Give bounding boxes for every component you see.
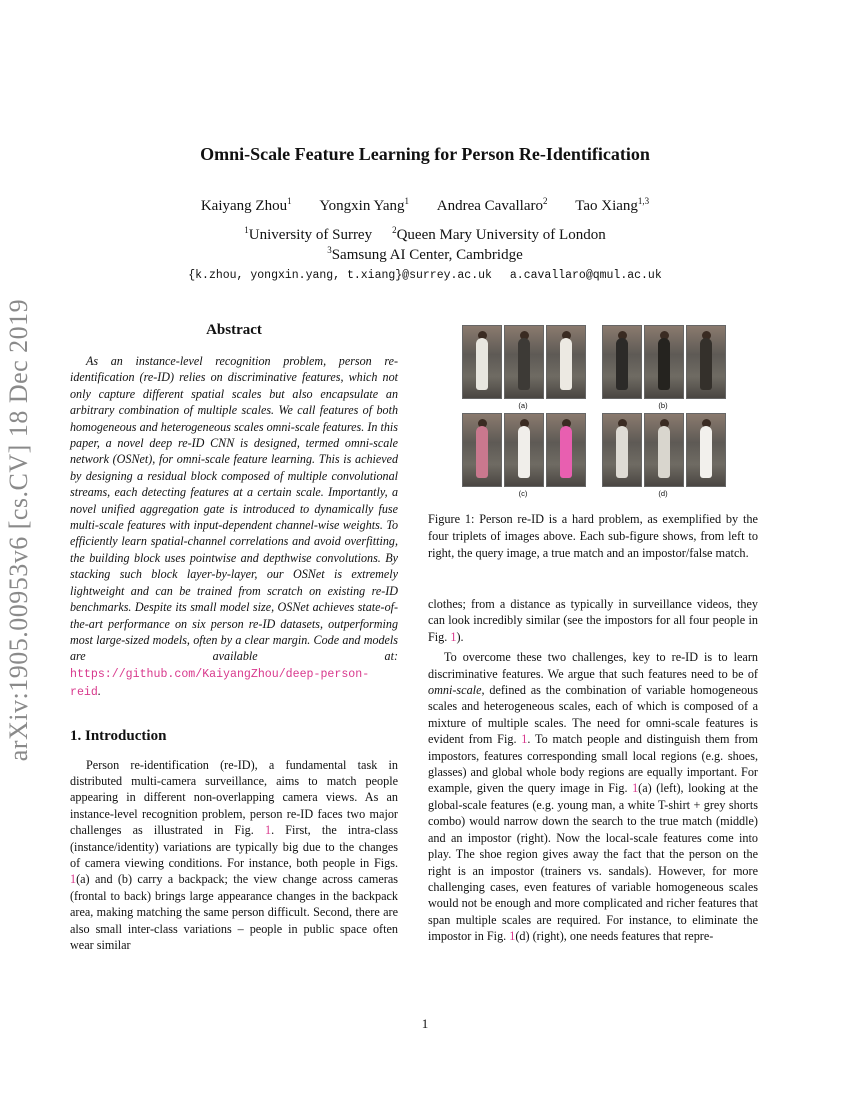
- figure-ref[interactable]: 1: [632, 781, 639, 796]
- page-number: 1: [421, 1016, 429, 1031]
- figure-ref[interactable]: 1: [450, 629, 457, 644]
- author: Andrea Cavallaro$^2$: [436, 196, 548, 214]
- left-column: [70, 322, 398, 953]
- figure-ref[interactable]: 1: [264, 823, 272, 838]
- query-image: [462, 325, 502, 399]
- figure-ref[interactable]: 1: [521, 732, 528, 747]
- affiliation-line: $^3$Samsung AI Center, Cambridge: [327, 245, 523, 263]
- true-match-image: [644, 325, 684, 399]
- body-paragraph: To overcome these two challenges, key to re-ID is to learn discriminative features. We argue that such features need to be of omni-scale, defined as the combination of variable homogeneous scales and heterogeneous scales, each of which is composed of a mixture of multiple scales. The need for omni-scale features is evident from Fig. 1. To match people and distinguish them from impostors, features corresponding small local regions (e.g. shoes, glasses) and global whole body regions are equally important. For example, given the query image in Fig. 1(a) (left), looking at the global-scale features (e.g. young man, a white T-shirt + grey shorts combo) would narrow down the search to the true match (middle) and an impostor (right). Now the local-scale features come into play. The shoe region gives away the fact that the person on the right is an impostor (trainers vs. sandals). However, for more challenging cases, even features of variable homogeneous scales would not be enough and more complicated and richer features that span multiple scales are required. For instance, to eliminate the impostor in Fig. 1(d) (right), one needs features that repre-: [428, 650, 759, 944]
- abstract-heading: Abstract: [206, 322, 262, 338]
- paper-title: Omni-Scale Feature Learning for Person Re-Identification: [200, 144, 650, 164]
- email-surrey[interactable]: {k.zhou, yongxin.yang, t.xiang}@surrey.ac.uk: [188, 269, 492, 282]
- figure-caption: Figure 1: Person re-ID is a hard problem, as exemplified by the four triplets of images above. Each sub-figure shows, from left to right, the query image, a true match and an impostor/false match.: [428, 512, 758, 560]
- subfigure-label: (d): [658, 489, 668, 498]
- abstract-text: As an instance-level recognition problem, person re-identification (re-ID) relies on discriminative features, which not only capture different spatial scales but also encapsulate an arbitrary combination of multiple scales. We call features of both homogeneous and heterogeneous scales omni-scale features. In this paper, a novel deep re-ID CNN is designed, termed omni-scale network (OSNet), for omni-scale feature learning. This is achieved by designing a residual block composed of multiple convolutional streams, each detecting features at a certain scale. Importantly, a novel unified aggregation gate is introduced to dynamically fuse multi-scale features with input-dependent channel-wise weights. To efficiently learn spatial-channel correlations and avoid overfitting, the building block uses pointwise and depthwise convolutions. By stacking such block layer-by-layer, our OSNet is extremely lightweight and can be trained from scratch on existing re-ID benchmarks. Despite its small model size, OSNet achieves state-of-the-art performance on six person re-ID datasets, outperforming most large-sized models, often by a clear margin. Code and models are available at: https://github.com/KaiyangZhou/deep-person-reid.: [70, 354, 398, 700]
- query-image: [602, 413, 642, 487]
- subfigure-label: (c): [518, 489, 528, 498]
- affiliation-line: $^1$University of Surrey $^2$Queen Mary University of London: [244, 225, 606, 243]
- author: Tao Xiang$^{1,3}$: [575, 196, 650, 214]
- query-image: [462, 413, 502, 487]
- figure-1: [428, 322, 758, 497]
- figure-ref[interactable]: 1: [70, 872, 77, 887]
- author-emails: [0, 269, 850, 282]
- code-link[interactable]: https://github.com/KaiyangZhou/deep-person-reid: [70, 667, 370, 700]
- right-column: [428, 322, 758, 945]
- true-match-image: [644, 413, 684, 487]
- query-image: [602, 325, 642, 399]
- section-heading: 1. Introduction: [70, 727, 167, 744]
- intro-paragraph: Person re-identification (re-ID), a fundamental task in distributed multi-camera surveillance, aims to match people appearing in different non-overlapping camera views. As an instance-level recognition problem, person re-ID faces two major challenges as illustrated in Fig. 1. First, the intra-class (instance/identity) variations are typically big due to the changes of camera viewing conditions. For instance, both people in Figs. 1(a) and (b) carry a backpack; the view change across cameras (frontal to back) brings large appearance changes in the backpack area, making matching the same person difficult. Second, there are also small inter-class variations – people in public space often wear similar: [70, 757, 398, 952]
- arxiv-stamp: arXiv:1905.00953v6 [cs.CV] 18 Dec 2019: [4, 298, 33, 762]
- impostor-image: [546, 325, 586, 399]
- true-match-image: [504, 413, 544, 487]
- author: Kaiyang Zhou$^1$: [200, 196, 292, 214]
- impostor-image: [686, 413, 726, 487]
- impostor-image: [546, 413, 586, 487]
- impostor-image: [686, 325, 726, 399]
- subfigure-label: (b): [658, 401, 668, 410]
- right-body: [428, 596, 758, 945]
- subfigure-label: (a): [518, 401, 528, 410]
- true-match-image: [504, 325, 544, 399]
- email-qmul[interactable]: a.cavallaro@qmul.ac.uk: [509, 269, 662, 282]
- body-paragraph: clothes; from a distance as typically in surveillance videos, they can look incredibly similar (see the impostors for all four people in Fig. 1).: [428, 597, 758, 644]
- author: Yongxin Yang$^1$: [319, 196, 410, 214]
- figure-ref[interactable]: 1: [509, 929, 516, 944]
- author-list: [0, 198, 850, 215]
